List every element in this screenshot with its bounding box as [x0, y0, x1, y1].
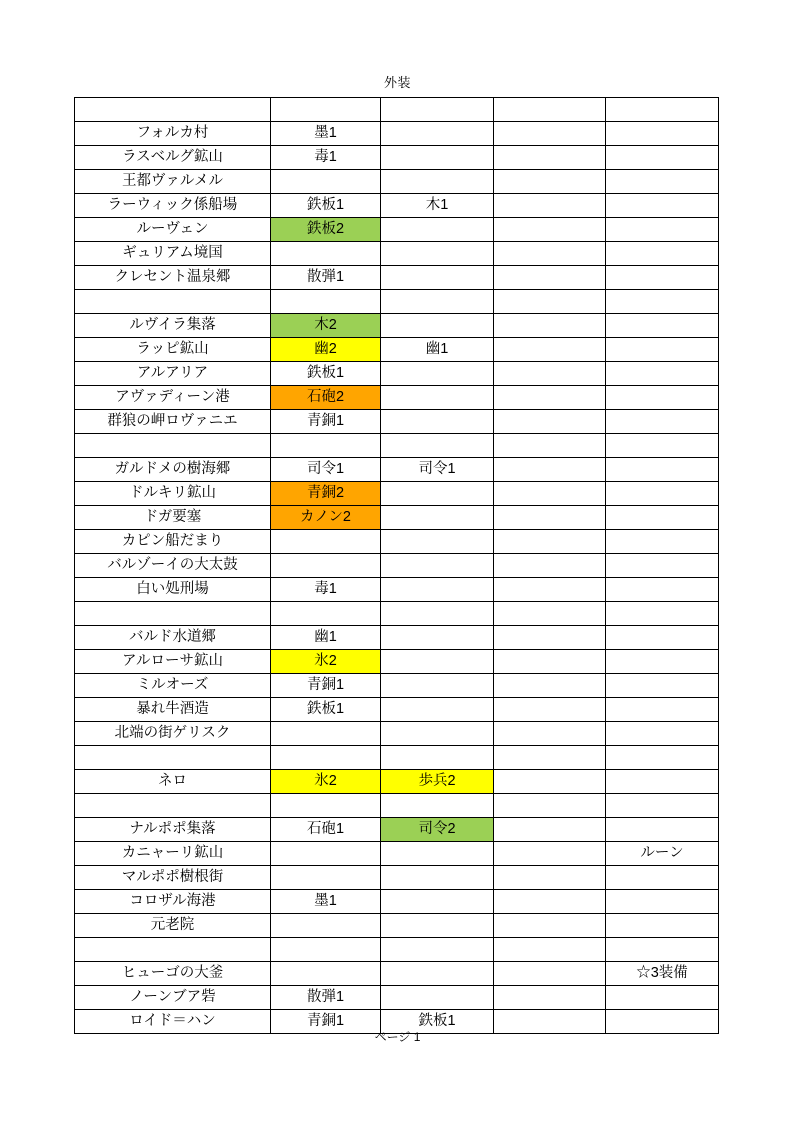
reward-cell	[606, 482, 719, 506]
reward-cell	[381, 146, 494, 170]
table-row	[75, 962, 719, 986]
reward-cell	[606, 650, 719, 674]
table-row	[75, 818, 719, 842]
reward-cell	[381, 170, 494, 194]
reward-cell	[381, 650, 494, 674]
location-name-cell: 群狼の岬ロヴァニエ	[75, 410, 271, 434]
reward-cell	[381, 746, 494, 770]
reward-cell	[606, 938, 719, 962]
reward-cell	[381, 962, 494, 986]
reward-cell	[381, 722, 494, 746]
table-row	[75, 506, 719, 530]
reward-cell: 幽2	[271, 338, 381, 362]
table-row	[75, 650, 719, 674]
table-row	[75, 626, 719, 650]
reward-cell	[606, 458, 719, 482]
table-row	[75, 866, 719, 890]
reward-cell: 散弾1	[271, 266, 381, 290]
reward-cell	[271, 746, 381, 770]
reward-cell	[494, 530, 606, 554]
reward-cell	[494, 242, 606, 266]
reward-cell	[381, 578, 494, 602]
reward-cell	[494, 434, 606, 458]
page-footer: ページ 1	[374, 1030, 421, 1044]
table-row	[75, 218, 719, 242]
location-name-cell: バルド水道郷	[75, 626, 271, 650]
reward-cell	[494, 770, 606, 794]
location-name-cell: ドガ要塞	[75, 506, 271, 530]
spreadsheet-table	[74, 97, 719, 1034]
reward-cell: 幽1	[381, 338, 494, 362]
location-name-cell: ルーヴェン	[75, 218, 271, 242]
table-row	[75, 602, 719, 626]
table-row	[75, 458, 719, 482]
location-name-cell: バルゾーイの大太鼓	[75, 554, 271, 578]
reward-cell	[381, 242, 494, 266]
reward-cell	[606, 338, 719, 362]
reward-cell: 鉄板1	[271, 362, 381, 386]
reward-cell	[494, 890, 606, 914]
reward-cell: 氷2	[271, 770, 381, 794]
reward-cell	[271, 290, 381, 314]
reward-cell	[271, 434, 381, 458]
reward-cell	[271, 530, 381, 554]
spreadsheet-table-container	[74, 97, 718, 1034]
table-row	[75, 290, 719, 314]
reward-cell	[606, 770, 719, 794]
reward-cell	[606, 290, 719, 314]
reward-cell	[606, 362, 719, 386]
table-row	[75, 386, 719, 410]
location-name-cell: ドルキリ鉱山	[75, 482, 271, 506]
reward-cell	[494, 626, 606, 650]
location-name-cell: マルポポ樹根街	[75, 866, 271, 890]
reward-cell	[381, 266, 494, 290]
reward-cell	[606, 722, 719, 746]
reward-cell: 青銅1	[271, 1010, 381, 1034]
reward-cell	[494, 506, 606, 530]
reward-cell	[606, 434, 719, 458]
reward-cell: 石砲2	[271, 386, 381, 410]
reward-cell	[606, 914, 719, 938]
reward-cell	[271, 914, 381, 938]
location-name-cell: ガルドメの樹海郷	[75, 458, 271, 482]
reward-cell	[494, 698, 606, 722]
table-row	[75, 794, 719, 818]
reward-cell	[271, 98, 381, 122]
reward-cell: 石砲1	[271, 818, 381, 842]
reward-cell	[494, 794, 606, 818]
reward-cell: 木1	[381, 194, 494, 218]
reward-cell: 毒1	[271, 578, 381, 602]
reward-cell	[606, 746, 719, 770]
reward-cell	[381, 866, 494, 890]
reward-cell: 司令2	[381, 818, 494, 842]
reward-cell	[494, 986, 606, 1010]
reward-cell	[494, 458, 606, 482]
table-row	[75, 242, 719, 266]
reward-cell	[606, 386, 719, 410]
location-name-cell	[75, 602, 271, 626]
reward-cell	[494, 722, 606, 746]
location-name-cell: 王都ヴァルメル	[75, 170, 271, 194]
reward-cell	[606, 890, 719, 914]
reward-cell: 墨1	[271, 890, 381, 914]
reward-cell	[271, 170, 381, 194]
reward-cell	[606, 626, 719, 650]
location-name-cell: カニャーリ鉱山	[75, 842, 271, 866]
reward-cell	[271, 242, 381, 266]
table-row	[75, 578, 719, 602]
reward-cell	[271, 554, 381, 578]
reward-cell	[494, 818, 606, 842]
location-name-cell	[75, 434, 271, 458]
reward-cell	[494, 746, 606, 770]
reward-cell	[606, 554, 719, 578]
table-row	[75, 266, 719, 290]
location-name-cell: 元老院	[75, 914, 271, 938]
reward-cell	[606, 698, 719, 722]
reward-cell	[606, 98, 719, 122]
location-name-cell: ルヴイラ集落	[75, 314, 271, 338]
reward-cell	[606, 242, 719, 266]
reward-cell	[494, 170, 606, 194]
reward-cell	[381, 842, 494, 866]
table-row	[75, 410, 719, 434]
reward-cell	[271, 938, 381, 962]
reward-cell	[494, 482, 606, 506]
table-row	[75, 938, 719, 962]
reward-cell	[606, 314, 719, 338]
reward-cell	[494, 290, 606, 314]
reward-cell	[381, 290, 494, 314]
table-row	[75, 146, 719, 170]
table-row	[75, 194, 719, 218]
reward-cell	[381, 602, 494, 626]
location-name-cell: ラッピ鉱山	[75, 338, 271, 362]
reward-cell	[381, 506, 494, 530]
reward-cell	[494, 314, 606, 338]
reward-cell	[494, 914, 606, 938]
location-name-cell: クレセント温泉郷	[75, 266, 271, 290]
reward-cell	[381, 218, 494, 242]
reward-cell	[494, 122, 606, 146]
reward-cell	[606, 866, 719, 890]
reward-cell	[494, 146, 606, 170]
table-row	[75, 722, 719, 746]
reward-cell	[381, 314, 494, 338]
reward-cell	[381, 698, 494, 722]
reward-cell	[381, 938, 494, 962]
reward-cell	[381, 122, 494, 146]
location-name-cell: ラスベルグ鉱山	[75, 146, 271, 170]
reward-cell: 毒1	[271, 146, 381, 170]
location-name-cell: ネロ	[75, 770, 271, 794]
location-name-cell	[75, 938, 271, 962]
reward-cell: 歩兵2	[381, 770, 494, 794]
location-name-cell: フォルカ村	[75, 122, 271, 146]
reward-cell	[381, 554, 494, 578]
reward-cell: 司令1	[271, 458, 381, 482]
reward-cell	[494, 338, 606, 362]
reward-cell	[606, 794, 719, 818]
reward-cell	[381, 794, 494, 818]
reward-cell	[271, 962, 381, 986]
reward-cell	[494, 962, 606, 986]
reward-cell	[606, 578, 719, 602]
table-row	[75, 122, 719, 146]
table-row	[75, 746, 719, 770]
reward-cell: 鉄板2	[271, 218, 381, 242]
location-name-cell: 暴れ牛酒造	[75, 698, 271, 722]
table-row	[75, 98, 719, 122]
reward-cell	[494, 650, 606, 674]
reward-cell: 墨1	[271, 122, 381, 146]
reward-cell	[494, 938, 606, 962]
reward-cell	[606, 674, 719, 698]
reward-cell	[494, 866, 606, 890]
reward-cell	[606, 986, 719, 1010]
page-title: 外装	[383, 75, 411, 90]
reward-cell	[271, 722, 381, 746]
reward-cell: 青銅1	[271, 674, 381, 698]
reward-cell	[494, 98, 606, 122]
reward-cell: カノン2	[271, 506, 381, 530]
reward-cell	[494, 266, 606, 290]
reward-cell	[381, 98, 494, 122]
reward-cell	[381, 914, 494, 938]
reward-cell	[494, 362, 606, 386]
location-name-cell: アヴァディーン港	[75, 386, 271, 410]
location-name-cell: アルアリア	[75, 362, 271, 386]
table-row	[75, 770, 719, 794]
reward-cell	[494, 842, 606, 866]
location-name-cell: ミルオーズ	[75, 674, 271, 698]
reward-cell	[494, 578, 606, 602]
location-name-cell: ラーウィック係船場	[75, 194, 271, 218]
table-row	[75, 338, 719, 362]
table-row	[75, 986, 719, 1010]
location-name-cell: ノーンブア砦	[75, 986, 271, 1010]
table-row	[75, 842, 719, 866]
table-row	[75, 674, 719, 698]
reward-cell	[494, 218, 606, 242]
reward-cell: ルーン	[606, 842, 719, 866]
location-name-cell: コロザル海港	[75, 890, 271, 914]
reward-cell	[271, 602, 381, 626]
reward-cell: 鉄板1	[381, 1010, 494, 1034]
reward-cell: 鉄板1	[271, 194, 381, 218]
reward-cell: 木2	[271, 314, 381, 338]
reward-cell	[606, 410, 719, 434]
reward-cell	[381, 362, 494, 386]
table-row	[75, 314, 719, 338]
table-row	[75, 698, 719, 722]
location-name-cell: ロイド＝ハン	[75, 1010, 271, 1034]
reward-cell: 氷2	[271, 650, 381, 674]
location-name-cell: カピン船だまり	[75, 530, 271, 554]
reward-cell	[606, 146, 719, 170]
location-name-cell	[75, 290, 271, 314]
reward-cell	[606, 602, 719, 626]
reward-cell	[606, 170, 719, 194]
table-row	[75, 554, 719, 578]
reward-cell	[494, 554, 606, 578]
reward-cell	[271, 794, 381, 818]
table-row	[75, 530, 719, 554]
table-row	[75, 170, 719, 194]
reward-cell	[381, 434, 494, 458]
reward-cell	[606, 506, 719, 530]
reward-cell	[494, 674, 606, 698]
reward-cell: 青銅2	[271, 482, 381, 506]
location-name-cell	[75, 794, 271, 818]
reward-cell: 散弾1	[271, 986, 381, 1010]
reward-cell	[381, 626, 494, 650]
reward-cell: 鉄板1	[271, 698, 381, 722]
table-row	[75, 434, 719, 458]
reward-cell	[381, 482, 494, 506]
reward-cell	[606, 218, 719, 242]
reward-cell	[381, 674, 494, 698]
reward-cell	[606, 818, 719, 842]
table-row	[75, 890, 719, 914]
reward-cell: 司令1	[381, 458, 494, 482]
table-row	[75, 362, 719, 386]
reward-cell	[494, 386, 606, 410]
location-name-cell	[75, 746, 271, 770]
location-name-cell: 北端の街ゲリスク	[75, 722, 271, 746]
reward-cell	[381, 530, 494, 554]
reward-cell	[606, 194, 719, 218]
reward-cell	[606, 122, 719, 146]
reward-cell	[494, 410, 606, 434]
location-name-cell: 白い処刑場	[75, 578, 271, 602]
location-name-cell: ヒューゴの大釜	[75, 962, 271, 986]
reward-cell	[606, 530, 719, 554]
location-name-cell	[75, 98, 271, 122]
reward-cell	[606, 266, 719, 290]
location-name-cell: ギュリアム境国	[75, 242, 271, 266]
reward-cell	[381, 890, 494, 914]
reward-cell	[494, 194, 606, 218]
location-name-cell: ナルポポ集落	[75, 818, 271, 842]
reward-cell	[271, 842, 381, 866]
location-name-cell: アルローサ鉱山	[75, 650, 271, 674]
reward-cell	[381, 410, 494, 434]
reward-cell	[381, 986, 494, 1010]
reward-cell: 青銅1	[271, 410, 381, 434]
table-row	[75, 914, 719, 938]
reward-cell	[381, 386, 494, 410]
reward-cell: 幽1	[271, 626, 381, 650]
table-row	[75, 482, 719, 506]
reward-cell	[494, 602, 606, 626]
reward-cell	[271, 866, 381, 890]
reward-cell: ☆3装備	[606, 962, 719, 986]
